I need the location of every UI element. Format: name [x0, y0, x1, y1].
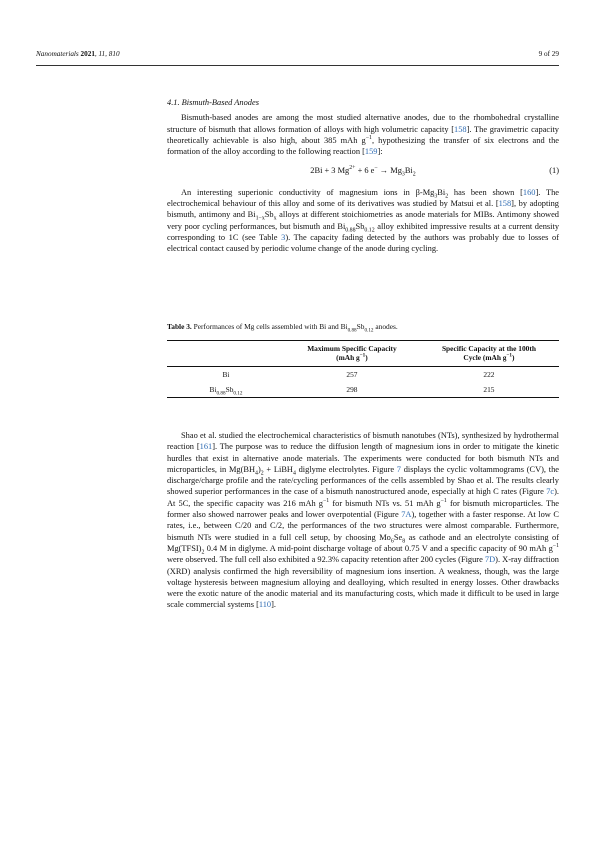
- reference-link[interactable]: 158: [454, 124, 467, 134]
- performance-table: [167, 340, 559, 398]
- equation-body: 2Bi + 3 $Mg^{2+} + 6$ $e^- \to Mg_3Bi_2$: [310, 165, 416, 179]
- table-header-cell: [167, 341, 285, 367]
- table-cell-100th-capacity: 215: [483, 385, 495, 395]
- paragraph-2: An interesting superionic conductivity of magnesium ions in $\beta-Mg_3Bi_2$ has been shown [160]. The electrochemical behaviour of this alloy and some of its derivatives was studied by Matsui et al. [158], by adopting bismuth, antimony and $Bi_{1-x}Sb_x$ alloys at different stoichiometries as anode materials for MIBs. Antimony showed very poor cycling performances, but bismuth and $Bi_{0.88}Sb_{0.12}$ alloy exhibited impressive results at a current density corresponding to 1C (see Table 3). The capacity fading detected by the authors was probably due to losses of electrical contact caused by periodic volume change of the anode during cycling.: [167, 187, 560, 254]
- journal-citation: Nanomaterials 2021, 11, 810: [36, 50, 120, 58]
- page-number: 9 of 29: [538, 50, 559, 58]
- section-body-continued: [167, 430, 559, 611]
- running-header: [36, 50, 559, 58]
- table-cell-anode: Bi: [222, 370, 230, 380]
- section-heading: 4.1. Bismuth-Based Anodes: [167, 98, 259, 107]
- reference-link[interactable]: 7A: [401, 510, 412, 520]
- paragraph-1: Bismuth-based anodes are among the most studied alternative anodes, due to the rhombohedral crystalline structure of bismuth that allows formation of alloys with high volumetric capacity [158]. The gravimetric capacity theoretically achievable is also high, about 385 mAh $g^{-1}$, hypothesizing the transfer of six electrons and the formation of the alloy according to the following reaction [159]:: [167, 113, 559, 157]
- equation-number: (1): [549, 166, 559, 176]
- reference-link[interactable]: 3: [281, 232, 286, 242]
- header-rule: [36, 65, 559, 66]
- paragraph-3: Shao et al. studied the electrochemical characteristics of bismuth nanotubes (NTs), synthesized by hydrothermal reaction [161]. The purpose was to reduce the diffusion length of magnesium ions in order to mitigate the kinetic hurdles that exist in alternative anode materials. The experiments were conducted for both bismuth NTs and microparticles, in $Mg(BH_4)_2$ + LiBH$_4$ diglyme electrolytes. Figure 7 displays the cyclic voltammograms (CV), the discharge/charge profile and the rate/cycling performances of the cells assembled by Shao et al. The results clearly showed superior performances in the case of a bismuth nanostructured anode, especially at high C rates (Figure 7c). At 5C, the specific capacity was 216 mAh $g^{-1}$ for bismuth NTs vs. 51 mAh $g^{-1}$ for bismuth microparticles. The former also showed narrower peaks and lower overpotential (Figure 7A), together with a faster response. At low C rates, i.e., between C/20 and C/2, the performances of the two structures were almost comparable. Furthermore, bismuth NTs were studied in a full cell setup, by choosing $Mo_6Se_8$ as cathode and an electrolyte consisting of $Mg(TFSI)_2$ 0.4 M in diglyme. A mid-point discharge voltage of about 0.75 V and a specific capacity of 90 mAh $g^{-1}$ were observed. The full cell also exhibited a 92.3% capacity retention after 200 cycles (Figure 7D). X-ray diffraction (XRD) analysis confirmed the high reversibility of magnesium ions insertion. A weakness, though, was the large voltage hysteresis between magnesium alloying and dealloying, which resulted in energy losses. Other drawbacks were the exotic nature of the anodic material and its manufacturing costs, which made it difficult to be used in large scale commercial systems [110].: [167, 431, 559, 610]
- equation-1: [167, 165, 559, 179]
- reference-link[interactable]: 7D: [484, 555, 496, 565]
- reference-link[interactable]: 160: [522, 187, 536, 197]
- table-header-row: [167, 341, 559, 367]
- reference-link[interactable]: 7c: [546, 487, 555, 497]
- reference-link[interactable]: 159: [364, 147, 378, 157]
- reference-link[interactable]: 161: [199, 442, 213, 452]
- table-header-cell: Specific Capacity at the 100th Cycle (mAh $g^{-1}$): [441, 344, 536, 362]
- table-cell-max-capacity: 298: [346, 385, 358, 395]
- section-body: [167, 97, 559, 255]
- table-caption: Table 3. Performances of Mg cells assembled with Bi and $Bi_{0.88}Sb_{0.12}$ anodes.: [167, 322, 398, 334]
- table-row: [167, 382, 559, 398]
- table-header-cell: Maximum Specific Capacity (mAh $g^{-1}$): [307, 344, 397, 362]
- table-row: [167, 367, 559, 383]
- reference-link[interactable]: 110: [258, 600, 272, 610]
- reference-link[interactable]: 158: [498, 199, 512, 209]
- table-cell-max-capacity: 257: [346, 370, 358, 380]
- table-cell-anode: $Bi_{0.88}Sb_{0.12}$: [209, 385, 243, 397]
- table-cell-100th-capacity: 222: [483, 370, 495, 380]
- reference-link[interactable]: 7: [396, 464, 401, 474]
